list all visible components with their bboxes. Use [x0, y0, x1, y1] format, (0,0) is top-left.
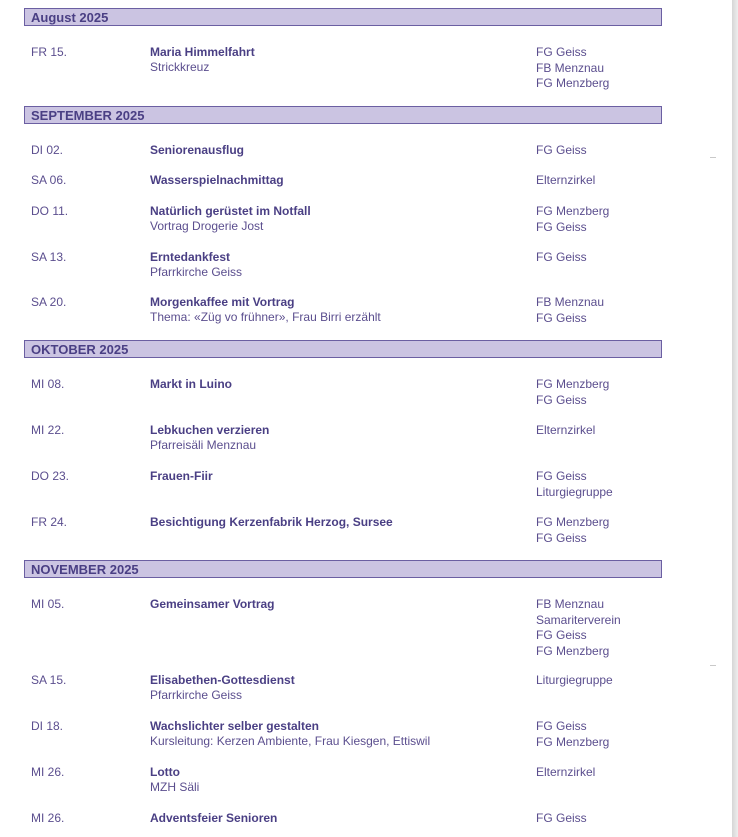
event-title: Adventsfeier Senioren [150, 811, 278, 825]
event-subtitle: Pfarrkirche Geiss [150, 265, 243, 279]
event-date: FR 15. [31, 45, 68, 59]
margin-tick [710, 157, 716, 158]
event-date: MI 22. [31, 423, 65, 437]
organizer: FG Menzberg [536, 734, 610, 749]
event-subtitle: Thema: «Züg vo frühner», Frau Birri erzählt [150, 310, 381, 324]
event-date: SA 15. [31, 673, 67, 687]
event-organizers [536, 377, 609, 408]
event-organizers [536, 250, 587, 266]
organizer: Liturgiegruppe [536, 673, 613, 687]
event-title: Besichtigung Kerzenfabrik Herzog, Sursee [150, 515, 393, 529]
organizer: FG Menzberg [536, 515, 610, 529]
month-label: NOVEMBER 2025 [31, 562, 139, 577]
event-organizers [536, 765, 595, 781]
margin-tick [710, 665, 716, 666]
event-subtitle: Kursleitung: Kerzen Ambiente, Frau Kiesgen, Ettiswil [150, 734, 431, 748]
month-label: OKTOBER 2025 [31, 342, 129, 357]
event-organizers [536, 204, 609, 235]
event-subtitle: Pfarreisäli Menznau [150, 438, 257, 452]
month-label: August 2025 [31, 10, 109, 25]
event-organizers [536, 295, 604, 326]
organizer: FG Geiss [536, 811, 587, 825]
event-title: Natürlich gerüstet im Notfall [150, 204, 311, 218]
event-subtitle: Pfarrkirche Geiss [150, 688, 243, 702]
event-date: MI 05. [31, 597, 65, 611]
event-date: FR 24. [31, 515, 68, 529]
event-date: DO 23. [31, 469, 70, 483]
event-organizers [536, 469, 613, 500]
event-organizers [536, 143, 587, 159]
event-date: SA 06. [31, 173, 67, 187]
organizer: FB Menznau [536, 60, 605, 75]
event-date: DI 18. [31, 719, 64, 733]
organizer: Samariterverein [536, 612, 621, 627]
month-header-august [24, 8, 662, 26]
organizer: FG Geiss [536, 628, 587, 642]
organizer: FG Menzberg [536, 643, 610, 658]
event-title: Lotto [150, 765, 180, 779]
event-date: SA 20. [31, 295, 67, 309]
event-organizers [536, 45, 609, 92]
organizer: Elternzirkel [536, 423, 596, 437]
event-date: MI 08. [31, 377, 65, 391]
month-header-oktober [24, 340, 662, 358]
event-organizers [536, 423, 595, 439]
event-organizers [536, 597, 621, 659]
page-edge-shadow [732, 0, 738, 837]
organizer: FG Geiss [536, 469, 587, 483]
event-subtitle: Strickkreuz [150, 60, 210, 74]
event-title: Lebkuchen verzieren [150, 423, 270, 437]
event-title: Gemeinsamer Vortrag [150, 597, 275, 611]
event-title: Markt in Luino [150, 377, 232, 391]
organizer: FG Menzberg [536, 377, 610, 391]
organizer: FG Geiss [536, 310, 587, 325]
event-date: DO 11. [31, 204, 69, 218]
event-title: Seniorenausflug [150, 143, 245, 157]
organizer: FG Geiss [536, 250, 587, 264]
event-date: DI 02. [31, 143, 64, 157]
event-subtitle: Vortrag Drogerie Jost [150, 219, 264, 233]
organizer: FG Menzberg [536, 204, 610, 218]
event-title: Wasserspielnachmittag [150, 173, 284, 187]
organizer: FB Menznau [536, 597, 605, 611]
event-organizers [536, 515, 609, 546]
organizer: FG Geiss [536, 219, 587, 234]
month-header-november [24, 560, 662, 578]
organizer: FG Geiss [536, 719, 587, 733]
month-header-september [24, 106, 662, 124]
event-subtitle: MZH Säli [150, 780, 200, 794]
event-title: Morgenkaffee mit Vortrag [150, 295, 295, 309]
organizer: Elternzirkel [536, 765, 596, 779]
organizer: FG Geiss [536, 392, 587, 407]
event-organizers [536, 719, 609, 750]
organizer: FG Menzberg [536, 76, 610, 90]
event-title: Elisabethen-Gottesdienst [150, 673, 295, 687]
event-organizers [536, 673, 613, 689]
month-label: SEPTEMBER 2025 [31, 108, 145, 123]
organizer: Elternzirkel [536, 173, 596, 187]
event-title: Wachslichter selber gestalten [150, 719, 319, 733]
event-title: Frauen-Fiir [150, 469, 213, 483]
event-title: Erntedankfest [150, 250, 231, 264]
organizer: FG Geiss [536, 45, 587, 59]
organizer: FB Menznau [536, 295, 605, 309]
event-title: Maria Himmelfahrt [150, 45, 255, 59]
organizer: FG Geiss [536, 143, 587, 157]
event-organizers [536, 811, 587, 827]
organizer: FG Geiss [536, 530, 587, 545]
event-date: MI 26. [31, 811, 65, 825]
event-organizers [536, 173, 595, 189]
event-date: SA 13. [31, 250, 67, 264]
organizer: Liturgiegruppe [536, 484, 613, 499]
event-date: MI 26. [31, 765, 65, 779]
